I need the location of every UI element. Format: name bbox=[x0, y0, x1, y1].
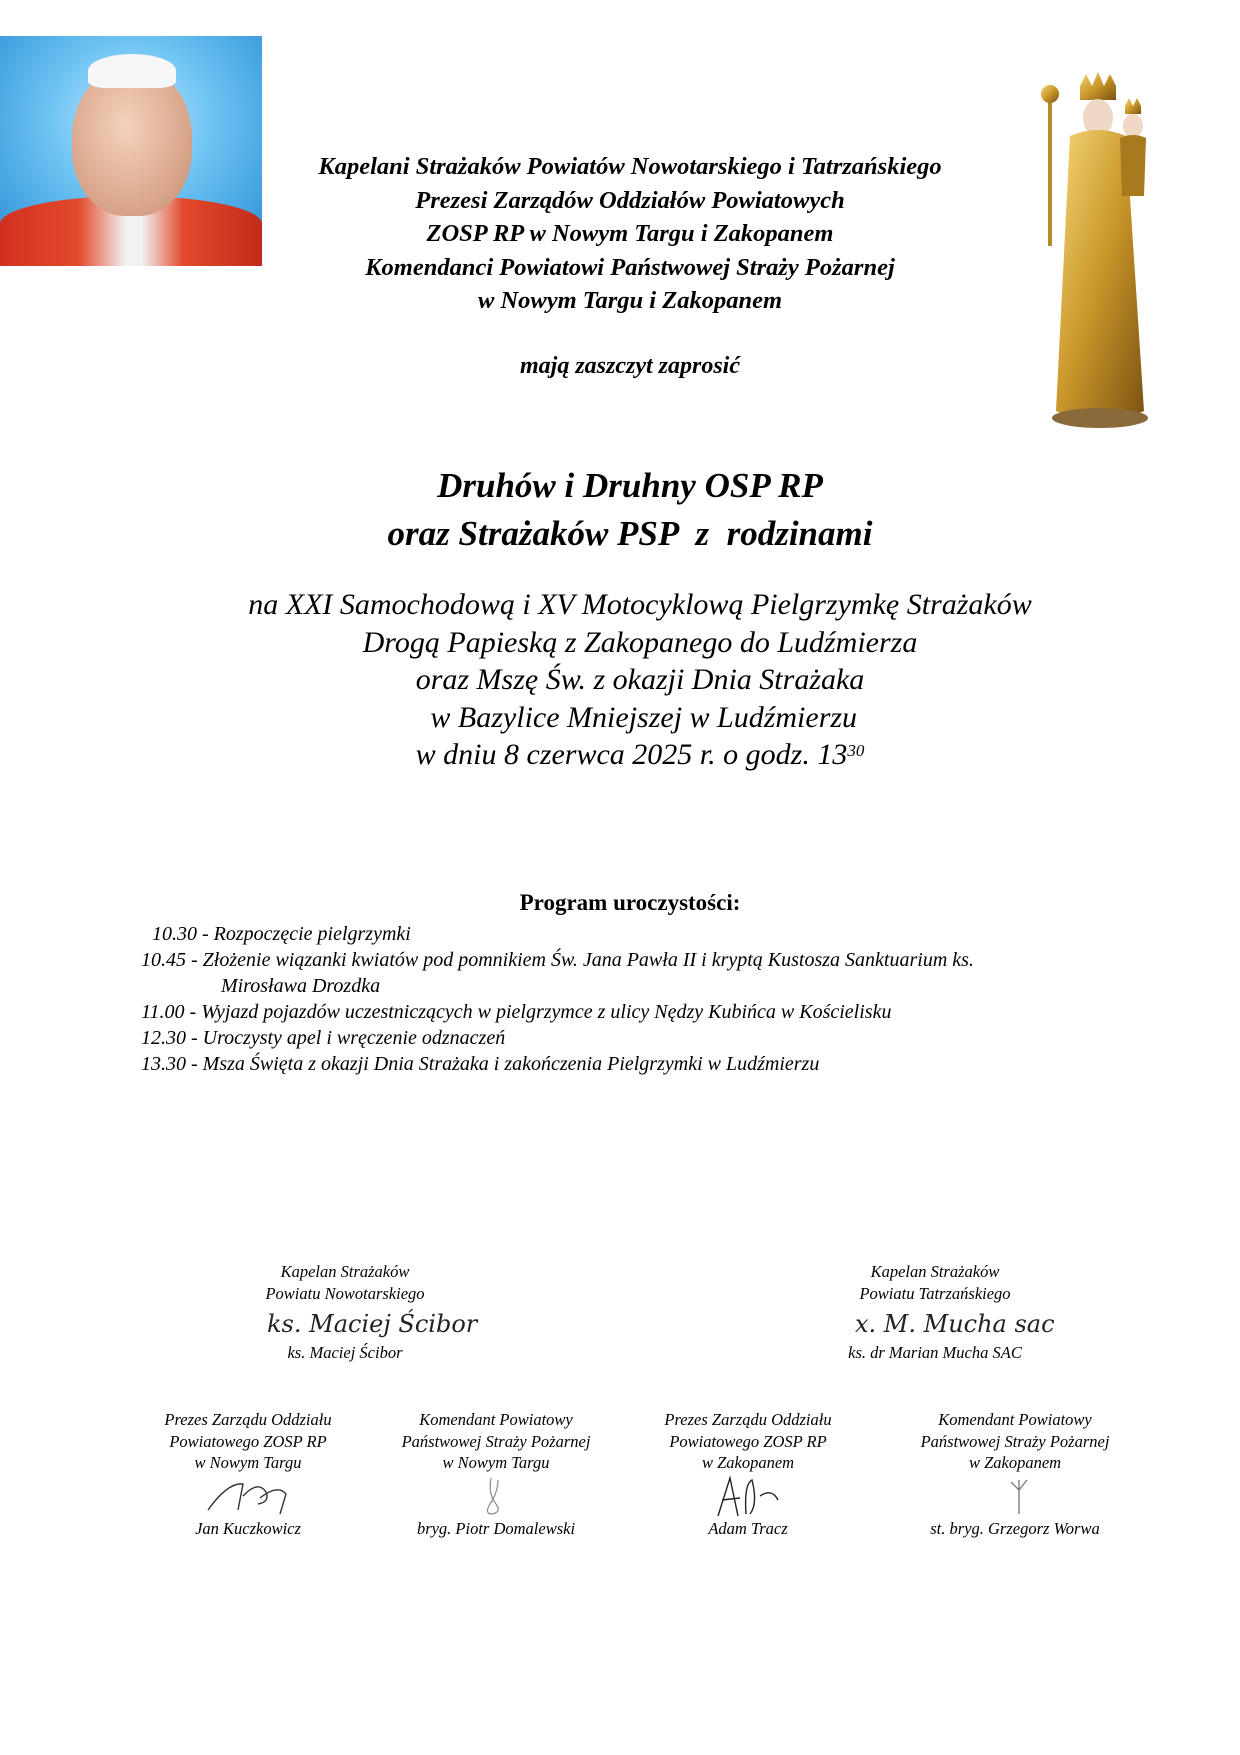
signatory-role: Prezes Zarządu Oddziału bbox=[164, 1410, 332, 1429]
header-line: Kapelani Strażaków Powiatów Nowotarskiego i Tatrzańskiego bbox=[318, 153, 942, 180]
event-line: na XXI Samochodową i XV Motocyklową Pielgrzymkę Strażaków bbox=[248, 588, 1032, 621]
signatory-role: Państwowej Straży Pożarnej bbox=[920, 1431, 1110, 1451]
event-line: w Bazylice Mniejszej w Ludźmierzu bbox=[422, 700, 858, 734]
guests-line: oraz Strażaków PSP z rodzinami bbox=[387, 514, 873, 553]
handwritten-signature bbox=[688, 1474, 808, 1518]
guests-block bbox=[290, 462, 970, 558]
signatory-role: Powiatowego ZOSP RP bbox=[669, 1431, 827, 1451]
program-text-continued: Mirosława Drozdka bbox=[221, 975, 381, 997]
signatory-role: Prezes Zarządu Oddziału bbox=[664, 1410, 832, 1429]
signature-text: ks. Maciej Ścibor bbox=[267, 1310, 478, 1338]
signatory-name: ks. dr Marian Mucha SAC bbox=[848, 1343, 1022, 1362]
header-line: Komendanci Powiatowi Państwowej Straży Pożarnej bbox=[365, 253, 895, 281]
event-block bbox=[150, 586, 1130, 774]
signatory-role: w Zakopanem bbox=[701, 1453, 795, 1472]
handwritten-signature bbox=[188, 1474, 308, 1518]
program-text: Złożenie wiązanki kwiatów pod pomnikiem Św. Jana Pawła II i kryptą Kustosza Sanktuarium ks. bbox=[202, 949, 974, 971]
program-time: 10.45 - bbox=[141, 949, 203, 971]
signatory-name: bryg. Piotr Domalewski bbox=[416, 1518, 576, 1538]
signatory-role: Kapelan Strażaków bbox=[870, 1262, 1000, 1281]
program-text: Wyjazd pojazdów uczestniczących w pielgrzymce z ulicy Nędzy Kubińca w Kościelisku bbox=[201, 1001, 892, 1023]
organizers-header bbox=[230, 150, 1030, 318]
honor-line: mają zaszczyt zaprosić bbox=[519, 353, 740, 379]
event-time-superscript: 30 bbox=[847, 741, 865, 760]
pope-portrait-photo bbox=[0, 36, 262, 248]
signature-text: x. M. Mucha sac bbox=[855, 1310, 1055, 1338]
handwritten-signature bbox=[245, 1304, 478, 1340]
program-text: Uroczysty apel i wręczenie odznaczeń bbox=[202, 1027, 506, 1049]
signature-block-psp-zakopane bbox=[895, 1409, 1135, 1539]
event-date-line bbox=[150, 736, 1130, 774]
program-item bbox=[141, 1051, 1147, 1077]
program-item bbox=[147, 921, 1147, 947]
header-line: w Nowym Targu i Zakopanem bbox=[477, 287, 782, 314]
signatory-role: Komendant Powiatowy bbox=[419, 1410, 573, 1429]
signatory-role: Powiatu Nowotarskiego bbox=[265, 1283, 425, 1303]
program-title: Program uroczystości: bbox=[519, 890, 741, 915]
header-line: ZOSP RP w Nowym Targu i Zakopanem bbox=[426, 220, 834, 247]
event-line: oraz Mszę Św. z okazji Dnia Strażaka bbox=[415, 663, 865, 696]
guests-line: Druhów i Druhny OSP RP bbox=[437, 466, 823, 505]
madonna-statue-photo bbox=[1040, 66, 1160, 436]
signatory-role: Powiatu Tatrzańskiego bbox=[859, 1283, 1011, 1303]
program-list bbox=[141, 921, 1147, 1077]
program-time: 13.30 - bbox=[141, 1053, 203, 1075]
program-item bbox=[141, 947, 1147, 973]
signature-block-chaplain-nowy-targ bbox=[225, 1261, 478, 1364]
signatory-name: Adam Tracz bbox=[708, 1518, 788, 1538]
program-item bbox=[141, 999, 1147, 1025]
signatory-role: Powiatowego ZOSP RP bbox=[169, 1431, 327, 1451]
program-text: Rozpoczęcie pielgrzymki bbox=[213, 923, 411, 945]
signatory-name: ks. Maciej Ścibor bbox=[287, 1343, 403, 1362]
event-line: Drogą Papieską z Zakopanego do Ludźmierza bbox=[362, 625, 918, 659]
signatory-role: w Nowym Targu bbox=[442, 1453, 550, 1472]
signatory-role: Komendant Powiatowy bbox=[938, 1410, 1092, 1429]
handwritten-signature bbox=[436, 1474, 556, 1518]
program-time: 12.30 - bbox=[141, 1027, 203, 1049]
signatory-role: Kapelan Strażaków bbox=[280, 1262, 410, 1281]
handwritten-signature bbox=[955, 1474, 1075, 1518]
handwritten-signature bbox=[825, 1304, 1055, 1340]
signature-block-zosp-zakopane bbox=[628, 1409, 868, 1539]
header-line: Prezesi Zarządów Oddziałów Powiatowych bbox=[415, 186, 845, 214]
program-item bbox=[141, 1025, 1147, 1051]
signatory-name: st. bryg. Grzegorz Worwa bbox=[930, 1518, 1100, 1538]
program-text: Msza Święta z okazji Dnia Strażaka i zakończenia Pielgrzymki w Ludźmierzu bbox=[202, 1053, 820, 1075]
signature-block-chaplain-tatry bbox=[815, 1261, 1055, 1364]
signatory-role: Państwowej Straży Pożarnej bbox=[401, 1431, 591, 1451]
program-time: 10.30 - bbox=[147, 923, 214, 945]
event-date: w dniu 8 czerwca 2025 r. o godz. 13 bbox=[415, 738, 848, 771]
signature-block-psp-nowy-targ bbox=[376, 1409, 616, 1539]
signature-block-zosp-nowy-targ bbox=[128, 1409, 368, 1539]
program-time: 11.00 - bbox=[141, 1001, 202, 1023]
signatory-role: w Zakopanem bbox=[968, 1453, 1062, 1472]
signatory-name: Jan Kuczkowicz bbox=[195, 1518, 301, 1538]
signatory-role: w Nowym Targu bbox=[194, 1453, 302, 1472]
